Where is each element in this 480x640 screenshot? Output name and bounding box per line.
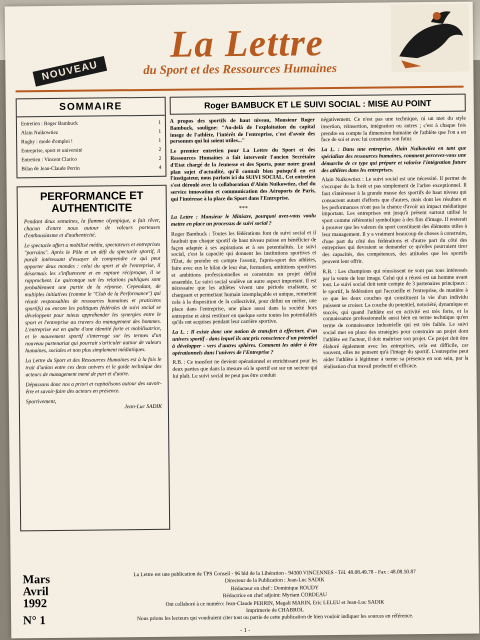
toc-item: Alain Nuikowtiez 1 bbox=[21, 128, 162, 137]
credit-line: Imprimerie de CHABROL bbox=[246, 607, 304, 615]
editorial-paragraph: Dépassons donc nos a priori et capitalisons autour des savoir-être et savoir-faire des acteurs en présence. bbox=[25, 380, 162, 396]
editorial-lead: Pendant deux semaines, la flamme olympique, a fait rêver, chacun d'entre nous autour de valeurs porteuses d'enthousiasme et d'authenticité. bbox=[23, 217, 161, 240]
toc-item: Rugby : mode d'emploi ! 1 bbox=[21, 137, 162, 146]
left-column bbox=[16, 97, 171, 569]
newsletter-title: La Lettre bbox=[169, 22, 324, 66]
sommaire-title: SOMMAIRE bbox=[17, 98, 165, 118]
toc-item: Entreprise, sport et université 2 bbox=[21, 146, 162, 155]
publication-credits bbox=[83, 569, 468, 625]
newsletter-page bbox=[5, 2, 480, 639]
article-columns bbox=[170, 116, 469, 384]
article-column-2 bbox=[321, 116, 469, 382]
toc-item: Entretien : Roger Bambuck 1 bbox=[20, 119, 161, 128]
credit-line: Rédacteur en chef : Dominique ROUDY bbox=[230, 585, 319, 592]
issue-month-2: Avril bbox=[22, 584, 49, 599]
interview-answer: R.B. : Ce transfert ne devient opérationnel et enrichissant pour les deux parties que dans la mesure où le sportif est sur un secteur qui lui plaît. Le suivi social ne peut pas être conduit bbox=[172, 358, 318, 380]
article-column-1 bbox=[170, 117, 318, 383]
credit-line: La Lettre est une publication de TPS Conseil - 96 bld de la Libération - 94300 VINCENNES - Tél. 48.08.49.78 - Fax : 48.08.50.87 bbox=[133, 569, 416, 579]
editorial-paragraph: Le spectacle offert a mobilisé média, spectateurs et entreprises "parrains". Après le Pôle et un défi du spectacle sportif, il paraît intéressant d'essayer de comprendre ce qui peut apporter deux mondes : celui du sport et de l'entreprise, il désormais les s'influencent et en rapture réciproque, il se rapprochent. Le quiconque suit les relations publiques sont probablement une partie de la réponse. Cependant, de multiples initiatives (comme le "Club de la Performance") qui réunit responsables de ressources humaines et praticiens sportifs) ou encore les politiques fédérales de suivi social se développent pour mieux appréhender les synergies entre le sport et l'entreprise au travers du management des hommes. L'entreprise est en quête d'une identité forte et mobilisatrice, et le mouvement sportif s'interroge sur les termes d'un nouveau partenariat qui pourrait s'articuler autour de valeurs humaines, sociales et non plus simplement médiatiques. bbox=[24, 241, 162, 355]
footer bbox=[21, 569, 470, 634]
issue-number: N° 1 bbox=[23, 613, 46, 628]
credit-line: Directeur de la Publication : Jean-Luc SADIK bbox=[224, 577, 325, 585]
interview-question: La Lettre : Monsieur le Ministre, pourquoi avez-vous voulu mettre en place un processus de suivi social ? bbox=[170, 213, 316, 228]
interview-question: La L. : Il existe donc une notion de transfert à effectuer, d'un univers sportif - dans lequel ils ont pris conscience d'un potentiel à développer - vers d'autres sphères. Comment les aider à être opérationnels dans l'univers de l'Entreprise ? bbox=[172, 328, 318, 357]
sommaire-box bbox=[16, 97, 167, 179]
article-title: Roger BAMBUCK ET LE SUIVI SOCIAL : MISE AU POINT bbox=[170, 94, 466, 115]
header-rule bbox=[16, 86, 464, 93]
credit-line: Nous prions les lecteurs qui voudraient citer tout ou partie de cette publication de bien vouloir indiquer les sources en référence. bbox=[137, 613, 414, 623]
main-article bbox=[170, 94, 471, 567]
section-separator: *** bbox=[238, 205, 248, 212]
editorial-title: PERFORMANCE ET AUTHENTICITE bbox=[39, 190, 144, 215]
newsletter-subtitle: du Sport et des Ressources Humaines bbox=[143, 60, 337, 78]
interview-answer: négativement. Ce n'est pas une technique, ni un mot du style insertion, réinsertion, intégration ou autres ; c'est à chaque fois prendre en compte la dimension humaine de l'athlète que l'on a en face de soi et avec lui construire son futur. bbox=[320, 115, 467, 144]
issue-year: 1992 bbox=[22, 596, 48, 611]
credit-line: Rédactrice en chef adjoint: Myriam CORDEAU bbox=[222, 592, 327, 600]
toc-list bbox=[17, 116, 166, 178]
credit-line: Ont collaboré à ce numéro: Jean-Claude PERRIN, Magali MARIN, Eric LELEU et Jean-Luc SADIK bbox=[165, 599, 385, 608]
interview-answer: Roger Bambuck : Toutes les fédérations font de suivi social et il faudrait que chaque sportif de haut niveau puisse en bénéficier de façon adaptée à ses aspirations et à ses potentialités. Le suivi social, c'est la capacité qui donnent les institutions sportives et l'État, de prendre en compte l'avenir, l'après-sport des athlètes, faire avec eux le bilan de leur état, formation, ambitions sportives et ambitions professionnelles et construire un projet défini ensemble. Le suivi social soulève un autre aspect important. Il est nécessaire que les athlètes vivent une période exaltante, se chargeant et permettant humain irremplaçable et unique, remettent cela à la disposition de la collectivité, pour défini un métier, une place dans l'entreprise, une place aussi dans la société hors entreprise et ainsi restituer en quelque sorte toutes les potentialités qu'ils ont acquises pendant leur carrière sportive. bbox=[171, 230, 317, 327]
toc-item: Entretien : Vincent Clarico 2 bbox=[21, 155, 162, 164]
horse-rider-logo-icon bbox=[391, 4, 470, 73]
editorial-paragraph: La Lettre du Sport et des Ressources Humaines est à la fois le trait d'union entre ces deux univers et le guide technique des acteurs de management mené de part et d'autre. bbox=[25, 356, 162, 379]
article-intro: Le premier entretien pour La Lettre du Sport et des Ressources Humaines a fait intervenir l'ancien Secrétaire d'Etat chargé de la Jeunesse et des Sports, pour notre grand plan sujet d'actualité, qu'il connaît bien puisqu'il en est l'instigateur, nous parlons ici du SUIVI SOCIAL. Cet entretien s'est déroulé avec la collaboration d'Alain Nuikowtiez, chef du service innovation et communication des Aéroports de Paris, qui l'intéresse à la place du Sport dans l'Entreprise. bbox=[170, 147, 316, 203]
article-intro: A propos des sportifs de haut niveau, Monsieur Roger Bambuck, souligne: "Au-delà de l'exploitation du capital image de l'athlète, l'intérêt de l'entreprise, c'est d'avoir des personnes qui lui soient utiles..." bbox=[169, 117, 316, 146]
nouveau-badge: NOUVEAU bbox=[33, 56, 108, 87]
toc-item: Bilan de Jean-Claude Perrin 4 bbox=[21, 164, 162, 173]
page-number: - 1 - bbox=[240, 627, 251, 635]
editorial-box bbox=[17, 185, 171, 532]
issue-info bbox=[23, 573, 80, 629]
interview-answer: R.B. : Les champions qui réussissent ne sont pas tous intéressés par la vente de leur image. Celui qui a réussi est un homme avant tout. Le suivi social doit tenir compte de 3 partenaires principaux : le sportif, la fédération qui l'accueille et l'entreprise, de manière à ce que les deux couches qui constituent la vie d'un individu puissent se croiser. La couche du potentiel, notoriété, dynamique et succès, qui quand l'athlète est en activité est très forte, et la connaissance professionnelle aussi bien en terme technique qu'en terme de connaissance industrielle qui est très faible. Le suivi social met en place des stratégies pour construire un projet dont l'athlète est l'acteur, il doit maîtriser son projet. Ce projet doit être élaboré également avec les entreprises, cela est difficile, car souvent, elles ne pensent qu'à l'image du sportif. L'entreprise peut aider l'athlète à légitimer à terme sa présence en son sein, par la réalisation d'un travail productif et efficace. bbox=[322, 267, 469, 371]
issue-month: Mars bbox=[22, 572, 51, 587]
sign-off: Sportivement, bbox=[25, 398, 57, 406]
interview-question: La L. : Dans une entreprise, Alain Nuikowtiez en tant que spécialiste des ressources humaines, comment percevez-vous une démarche de ce type qui prépare et valorise l'intégration future des athlètes dans les entreprises. bbox=[321, 145, 467, 174]
interview-answer: Alain Nuikowtiez : Le suivi social est une nécessité. Il permet de s'occuper de la forêt et pas simplement de l'arbre exceptionnel. Il faut s'intéresser à la grande masse des sportifs de haut niveau qui consacrent autant d'efforts que d'autres, mais dont les résultats et les performances n'ont pas la chance d'avoir un impact médiatique important. Les entreprises ont jusqu'à présent surtout utilisé le sport comme référentiel symbolique à des fins d'image. Il resterait à prouver que les valeurs du sport constituent des éléments utiles à leur management. Il y a vraiment beaucoup de choses à construire, d'une part du côté des fédérations et d'autre part du côté des entreprises qui devraient se demander ce qu'elles pourraient tirer des capacités, des compétences, des attitudes que les sportifs peuvent leur offrir. bbox=[321, 176, 468, 266]
editorial-signature: Jean-Luc SADIK bbox=[124, 403, 162, 411]
masthead bbox=[5, 2, 474, 97]
